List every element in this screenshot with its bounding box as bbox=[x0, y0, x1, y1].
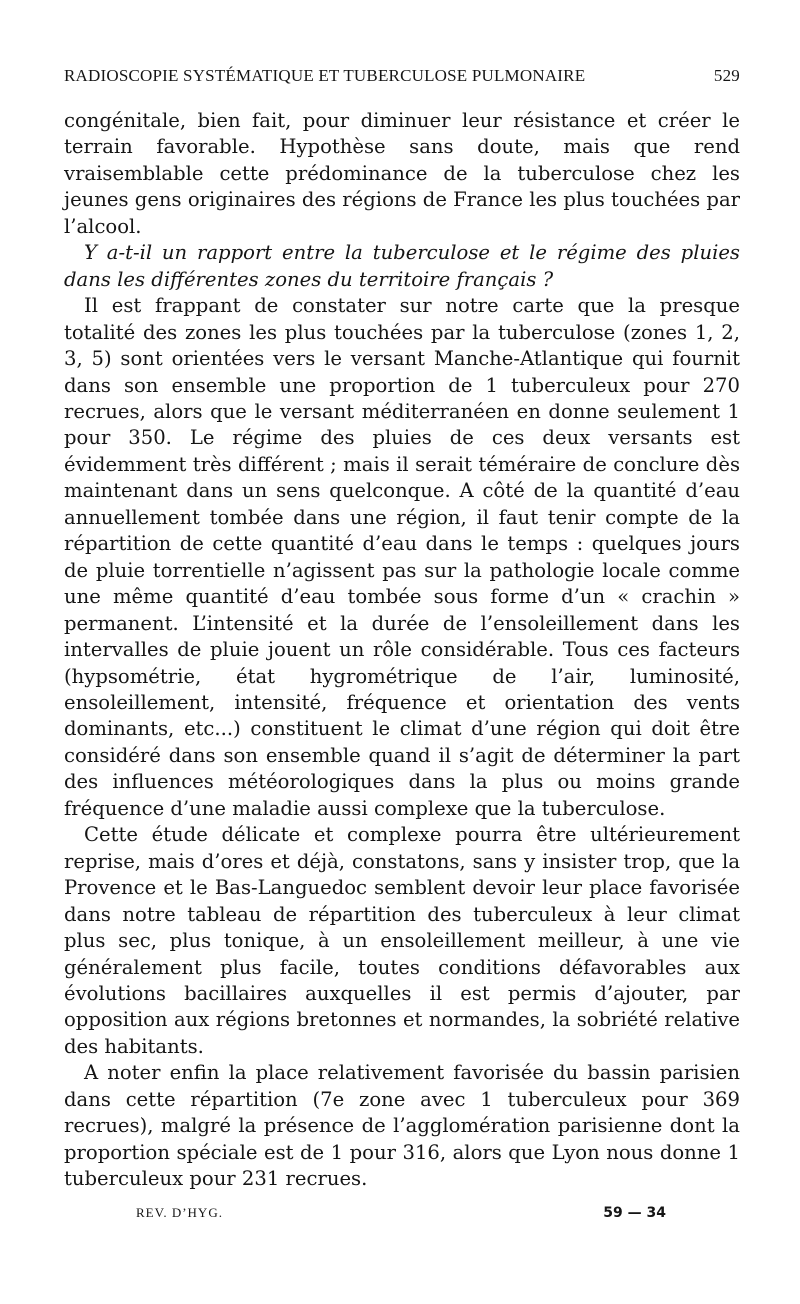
signature-mark: 59 — 34 bbox=[603, 1204, 666, 1221]
paragraph-provence: Cette étude délicate et complexe pourra être ultérieurement reprise, mais d’ores et déjà, constatons, sans y insister trop, que la Provence et le Bas-Languedoc semblent devoir leur place favorisée dans notre tableau de répartition des tuberculeux à leur climat plus sec, plus tonique, à un ensoleillement meilleur, à une vie généralement plus facile, toutes conditions défavorables aux évolutions bacillaires auxquelles il est permis d’ajouter, par opposition aux régions bretonnes et normandes, la sobriété relative des habitants. bbox=[64, 823, 740, 1058]
journal-abbreviation: REV. D’HYG. bbox=[136, 1204, 223, 1220]
paragraph-paris: A noter enfin la place relativement favorisée du bassin parisien dans cette répartition (7e zone avec 1 tuberculeux pour 369 recrues), malgré la présence de l’agglomération parisienne dont la proportion spéciale est de 1 pour 316, alors que Lyon nous donne 1 tuberculeux pour 231 recrues. bbox=[64, 1061, 740, 1191]
document-page bbox=[64, 66, 740, 1221]
body-text bbox=[64, 108, 740, 1193]
paragraph-question: Y a-t-il un rapport entre la tuberculose et le régime des pluies dans les différentes zones du territoire français ? bbox=[64, 241, 740, 291]
running-head bbox=[64, 66, 740, 96]
page-footer bbox=[64, 1205, 740, 1221]
running-title: RADIOSCOPIE SYSTÉMATIQUE ET TUBERCULOSE PULMONAIRE bbox=[64, 66, 586, 85]
paragraph-rainfall: Il est frappant de constater sur notre carte que la presque totalité des zones les plus touchées par la tuberculose (zones 1, 2, 3, 5) sont orientées vers le versant Manche-Atlantique qui fournit dans son ensemble une proportion de 1 tuberculeux pour 270 recrues, alors que le versant méditerranéen en donne seulement 1 pour 350. Le régime des pluies de ces deux versants est évidemment très différent ; mais il serait téméraire de conclure dès maintenant dans un sens quelconque. A côté de la quantité d’eau annuellement tombée dans une région, il faut tenir compte de la répartition de cette quantité d’eau dans le temps : quelques jours de pluie torrentielle n’agissent pas sur la pathologie locale comme une même quantité d’eau tombée sous forme d’un « crachin » permanent. L’intensité et la durée de l’ensoleillement dans les intervalles de pluie jouent un rôle considérable. Tous ces facteurs (hypsométrie, état hygrométrique de l’air, luminosité, ensoleillement, intensité, fréquence et orientation des vents dominants, etc...) constituent le climat d’une région qui doit être considéré dans son ensemble quand il s’agit de déterminer la part des influences météorologiques dans la plus ou moins grande fréquence d’une maladie aussi complexe que la tuberculose. bbox=[64, 294, 740, 820]
page-number: 529 bbox=[713, 66, 740, 85]
paragraph-continued: congénitale, bien fait, pour diminuer leur résistance et créer le terrain favorable. Hypothèse sans doute, mais que rend vraisemblable cette prédominance de la tuberculose chez les jeunes gens originaires des régions de France les plus touchées par l’alcool. bbox=[64, 109, 741, 238]
